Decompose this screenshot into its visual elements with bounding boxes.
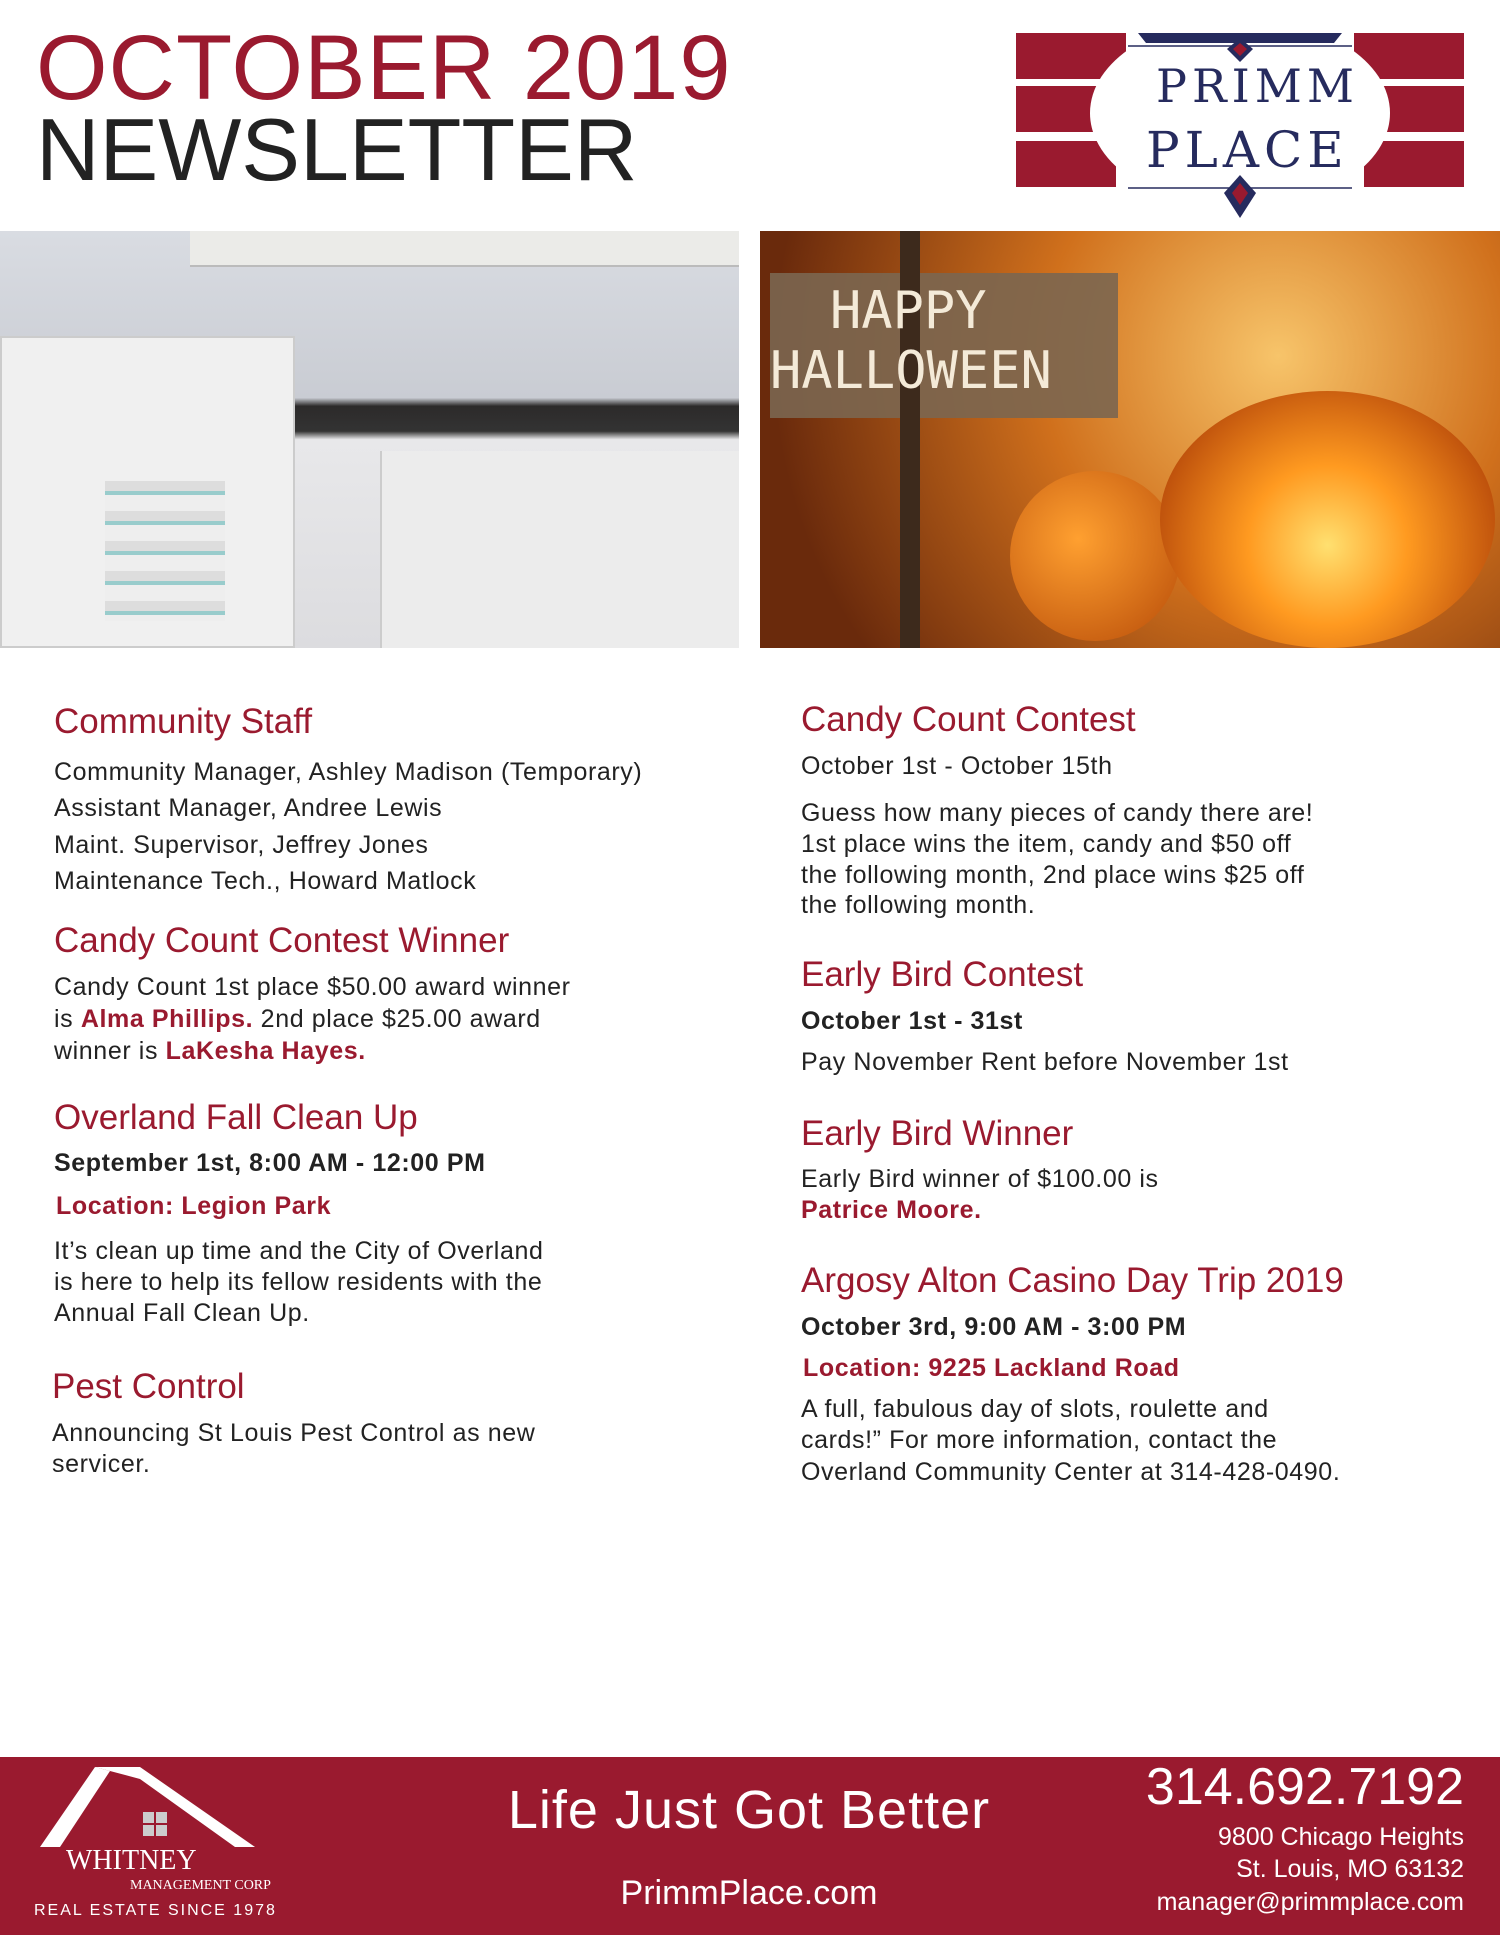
- candy-contest-text: Guess how many pieces of candy there are!: [801, 799, 1314, 827]
- candy-contest-dates: October 1st - October 15th: [801, 752, 1113, 780]
- text: winner is: [54, 1037, 166, 1065]
- address-line-2: St. Louis, MO 63132: [1236, 1855, 1464, 1883]
- text: 2nd place $25.00 award: [253, 1005, 541, 1033]
- cleanup-heading: Overland Fall Clean Up: [54, 1098, 418, 1137]
- staff-line: Assistant Manager, Andree Lewis: [54, 794, 443, 822]
- pest-control-heading: Pest Control: [52, 1367, 245, 1406]
- first-place-winner: Alma Phillips.: [80, 1005, 254, 1033]
- staff-line: Maintenance Tech., Howard Matlock: [54, 867, 477, 895]
- tagline: Life Just Got Better: [507, 1780, 991, 1840]
- casino-trip-date: October 3rd, 9:00 AM - 3:00 PM: [801, 1313, 1187, 1341]
- casino-trip-location: Location: 9225 Lackland Road: [803, 1354, 1180, 1382]
- halloween-sign-text-1: HAPPY: [830, 281, 987, 341]
- staff-line: Community Manager, Ashley Madison (Temporary): [54, 758, 643, 786]
- website-link[interactable]: PrimmPlace.com: [620, 1874, 878, 1912]
- text: is: [54, 1005, 81, 1033]
- company-name: WHITNEY: [66, 1845, 197, 1876]
- primm-place-logo: [1016, 33, 1464, 221]
- logo-text-place: PLACE: [1146, 121, 1349, 179]
- early-bird-heading: Early Bird Contest: [801, 955, 1084, 994]
- early-bird-winner-text: Early Bird winner of $100.00 is: [801, 1165, 1159, 1193]
- staff-line: Maint. Supervisor, Jeffrey Jones: [54, 831, 429, 859]
- jack-o-lantern: [1160, 391, 1495, 648]
- email-link[interactable]: manager@primmplace.com: [1156, 1888, 1464, 1916]
- pumpkin-small: [1010, 471, 1180, 641]
- whitney-logo: [30, 1757, 300, 1935]
- early-bird-text: Pay November Rent before November 1st: [801, 1048, 1289, 1076]
- logo-text-primm: PRIMM: [1156, 59, 1359, 113]
- cleanup-text: It’s clean up time and the City of Overland: [54, 1237, 544, 1265]
- candy-contest-heading: Candy Count Contest: [801, 700, 1136, 739]
- kitchen-photo: [0, 231, 739, 648]
- address-line-1: 9800 Chicago Heights: [1218, 1823, 1464, 1851]
- halloween-sign-text-2: HALLOWEEN: [770, 341, 1052, 401]
- casino-trip-text: cards!” For more information, contact the: [801, 1426, 1278, 1454]
- candy-winner-text: [54, 1036, 366, 1067]
- community-staff-heading: Community Staff: [54, 702, 313, 741]
- company-since: REAL ESTATE SINCE 1978: [34, 1902, 277, 1919]
- candy-winner-heading: Candy Count Contest Winner: [54, 921, 510, 960]
- candy-winner-text: [54, 1004, 541, 1035]
- newsletter-title-month: OCTOBER 2019: [36, 17, 732, 119]
- candy-contest-text: the following month, 2nd place wins $25 off: [801, 861, 1305, 889]
- footer: [0, 1757, 1500, 1935]
- cleanup-text: Annual Fall Clean Up.: [54, 1299, 310, 1327]
- second-place-winner: LaKesha Hayes.: [165, 1037, 366, 1065]
- early-bird-dates: October 1st - 31st: [801, 1007, 1023, 1035]
- pest-control-text: Announcing St Louis Pest Control as new: [52, 1419, 536, 1447]
- newsletter-title: NEWSLETTER: [36, 100, 638, 199]
- cleanup-location: Location: Legion Park: [56, 1192, 332, 1220]
- candy-contest-text: the following month.: [801, 891, 1036, 919]
- candy-winner-text: Candy Count 1st place $50.00 award winner: [54, 973, 571, 1001]
- casino-trip-text: A full, fabulous day of slots, roulette and: [801, 1395, 1269, 1423]
- company-subtitle: MANAGEMENT CORP: [130, 1878, 271, 1893]
- cleanup-date: September 1st, 8:00 AM - 12:00 PM: [54, 1149, 486, 1177]
- early-bird-winner-heading: Early Bird Winner: [801, 1114, 1074, 1153]
- phone-number[interactable]: 314.692.7192: [1145, 1758, 1464, 1816]
- pest-control-text: servicer.: [52, 1450, 151, 1478]
- cleanup-text: is here to help its fellow residents with the: [54, 1268, 543, 1296]
- casino-trip-heading: Argosy Alton Casino Day Trip 2019: [801, 1261, 1344, 1300]
- casino-trip-text: Overland Community Center at 314-428-0490.: [801, 1458, 1341, 1486]
- candy-contest-text: 1st place wins the item, candy and $50 off: [801, 830, 1292, 858]
- early-bird-winner-name: Patrice Moore.: [801, 1196, 982, 1224]
- halloween-photo: [760, 231, 1500, 648]
